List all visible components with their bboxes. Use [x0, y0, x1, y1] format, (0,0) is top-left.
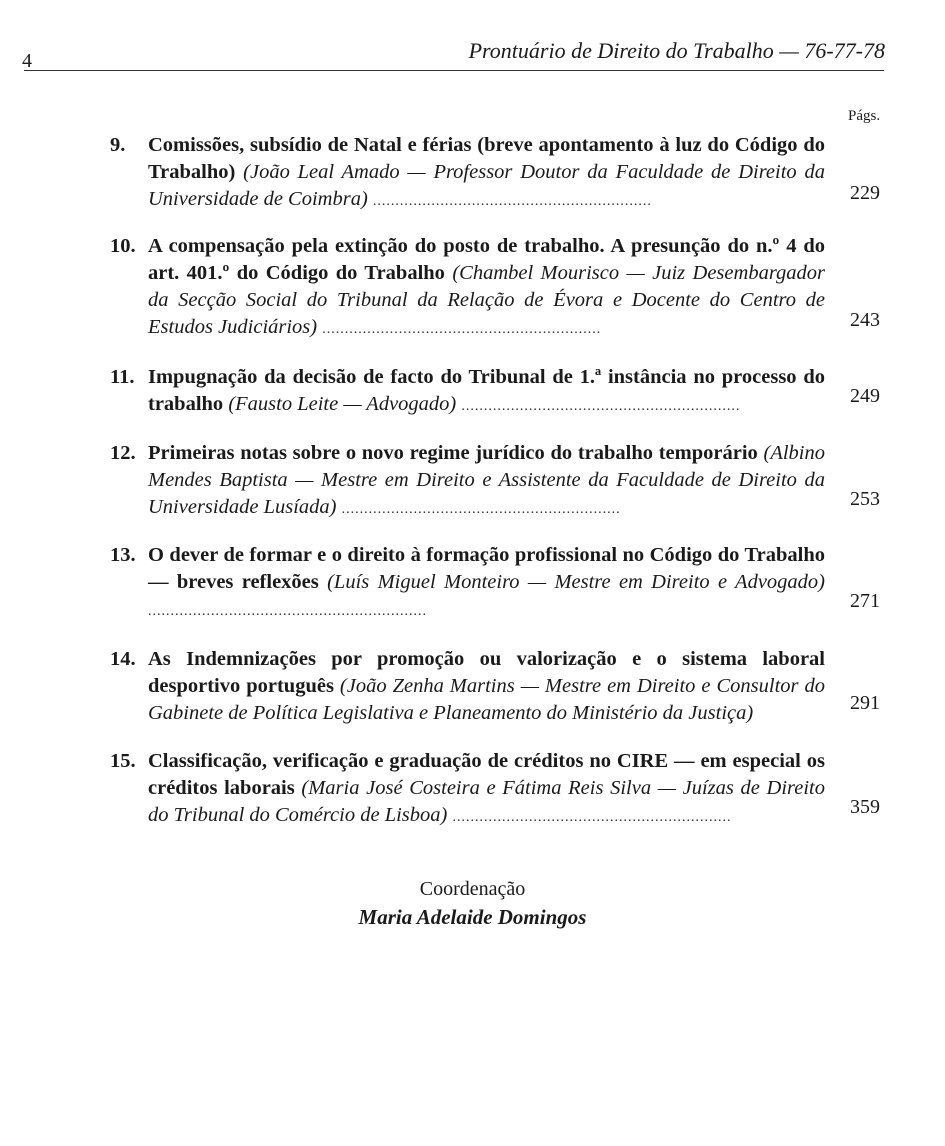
entry-page: 249 [850, 385, 880, 407]
entry-title: Impugnação da decisão de facto do Tribunal de 1.ª instância no processo do trabalho [148, 366, 825, 415]
header-rule [24, 70, 884, 71]
entry-title: A compensação pela extinção do posto de trabalho. A presunção do n.º 4 do art. 401.º do Código do Trabalho [148, 235, 825, 284]
toc-entry [110, 748, 825, 831]
entry-number: 12. [110, 442, 136, 464]
entry-author: (João Leal Amado — Professor Doutor da Faculdade de Direito da Universidade de Coimbra) [148, 161, 825, 210]
entry-author: (Fausto Leite — Advogado) [228, 393, 457, 415]
dot-leaders: .............................................................. [148, 604, 427, 619]
entry-number: 11. [110, 366, 135, 388]
entry-author: (Maria José Costeira e Fátima Reis Silva — Juízas de Direito do Tribunal do Comércio de Lisboa) [148, 777, 826, 826]
toc-entry [110, 233, 825, 343]
entry-title: As Indemnizações por promoção ou valorização e o sistema laboral desportivo português [148, 648, 825, 697]
entry-page: 253 [850, 488, 880, 510]
entry-page: 359 [850, 796, 880, 818]
entry-number: 13. [110, 544, 136, 566]
entry-title: Classificação, verificação e graduação de créditos no CIRE — em especial os créditos laborais [148, 750, 825, 799]
entry-number: 9. [110, 134, 126, 156]
dot-leaders: .............................................................. [461, 399, 741, 414]
entry-title: O dever de formar e o direito à formação profissional no Código do Trabalho — breves reflexões [148, 544, 825, 593]
entry-number: 15. [110, 750, 136, 772]
entry-page: 291 [850, 692, 880, 714]
dot-leaders: .............................................................. [322, 322, 602, 337]
page-number: 4 [22, 50, 32, 72]
entry-author: (Luís Miguel Monteiro — Mestre em Direito e Advogado) [327, 571, 825, 593]
dot-leaders: .............................................................. [341, 502, 621, 517]
entry-page: 229 [850, 182, 880, 204]
dot-leaders: .............................................................. [372, 194, 652, 209]
entry-title: Primeiras notas sobre o novo regime jurídico do trabalho temporário [148, 442, 758, 464]
dot-leaders: .............................................................. [452, 810, 732, 825]
toc-entry [110, 132, 825, 215]
coordinator-name: Maria Adelaide Domingos [358, 905, 587, 929]
entry-author: (João Zenha Martins — Mestre em Direito e Consultor do Gabinete de Política Legislativa e Planeamento do Ministério da Justiça) [148, 675, 825, 724]
toc-entry [110, 542, 825, 625]
coordination-label: Coordenação [419, 878, 526, 900]
entry-number: 10. [110, 235, 136, 257]
entry-page: 243 [850, 309, 880, 331]
entry-number: 14. [110, 648, 136, 670]
entry-title: Comissões, subsídio de Natal e férias (breve apontamento à luz do Código do Trabalho) [148, 134, 825, 183]
entry-author: (Albino Mendes Baptista — Mestre em Direito e Assistente da Faculdade de Direito da Universidade Lusíada) [148, 442, 825, 518]
toc-entry [110, 440, 825, 523]
toc-entry [110, 364, 825, 420]
toc-entry [110, 646, 825, 727]
coordination-block [0, 878, 945, 930]
page-header [0, 0, 945, 80]
running-title: Prontuário de Direito do Trabalho — 76-77-78 [468, 38, 885, 63]
pages-column-label: Págs. [848, 108, 881, 124]
entry-author: (Chambel Mourisco — Juiz Desembargador da Secção Social do Tribunal da Relação de Évora e Docente do Centro de Estudos Judiciários) [148, 262, 826, 338]
entry-page: 271 [850, 590, 880, 612]
